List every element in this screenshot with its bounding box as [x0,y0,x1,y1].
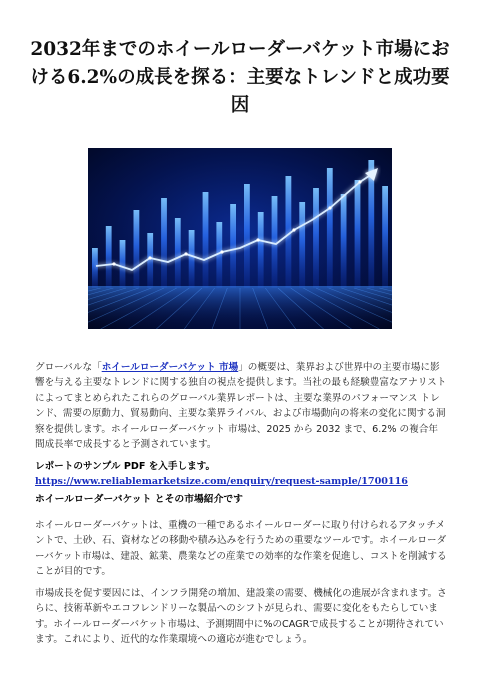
decorative-bar [175,218,181,288]
decorative-bar [189,230,195,288]
sample-label: レポートのサンプル PDF を入手します。 [35,461,216,472]
decorative-bar [92,248,98,288]
decorative-bar [327,168,333,288]
decorative-bar [134,210,140,288]
sample-link[interactable]: https://www.reliablemarketsize.com/enquiry/request-sample/1700116 [35,476,408,488]
decorative-dot [256,238,259,241]
decorative-bar [355,180,361,288]
decorative-bar [382,186,388,288]
market-intro-paragraph: ホイールローダーバケットは、重機の一種であるホイールローダーに取り付けられるアタッチメントで、土砂、石、資材などの移動や積み込みを行うための重要なツールです。ホイールローダーバケット市場は、建設、鉱業、農業などの産業での効率的な作業を促進し、コストを削減することが目的です。 [35,520,447,578]
decorative-bar [299,202,305,288]
page-title: 2032年までのホイールローダーバケット市場における6.2%の成長を探る：主要なトレンドと成功要因 [30,39,450,116]
decorative-dot [292,228,295,231]
decorative-dot [112,262,115,265]
growth-drivers-paragraph: 市場成長を促す要因には、インフラ開発の増加、建設業の需要、機械化の進展が含まれます。さらに、技術革新やエコフレンドリーな製品へのシフトが見られ、需要に変化をもたらしています。ホイールローダーバケット市場は、予測期間中に%のCAGRで成長することが期待されています。これにより、近代的な作業環境への適応が進むでしょう。 [35,588,447,646]
decorative-bar [120,240,126,288]
section-heading: ホイールローダーバケット とその市場紹介です [35,494,243,505]
decorative-bar [203,192,209,288]
decorative-bar [106,226,112,288]
decorative-dot [220,250,223,253]
decorative-dot [148,256,151,259]
decorative-dot [358,180,361,183]
decorative-dot [328,206,331,209]
decorative-bar [244,184,250,288]
intro-paragraph: グローバルな「ホイールローダーバケット 市場」の概要は、業界および世界中の主要市場に影響を与える主要なトレンドに関する独自の視点を提供します。当社の最も経験豊富なアナリストによってまとめられたこれらのグローバル業界レポートは、主要な業界のパフォーマンス トレンド、需要の原動力、貿易動向、主要な業界ライバル、および市場動向の将来の変化に関する洞察を提供します。ホイールローダーバケット 市場は、2025 から 2032 まで、6.2% の複合年間成長率で成長すると予測されています。 [35,362,447,451]
decorative-bar [272,196,278,288]
decorative-bar [230,204,236,288]
decorative-bar [147,233,153,288]
market-link[interactable]: ホイールローダーバケット 市場 [101,362,239,373]
decorative-bar [341,194,347,288]
growth-chart-image [88,148,392,329]
decorative-dot [184,252,187,255]
sample-request-line [35,459,447,490]
decorative-bar [313,188,319,288]
decorative-bar [258,212,264,288]
decorative-bar [161,198,167,288]
